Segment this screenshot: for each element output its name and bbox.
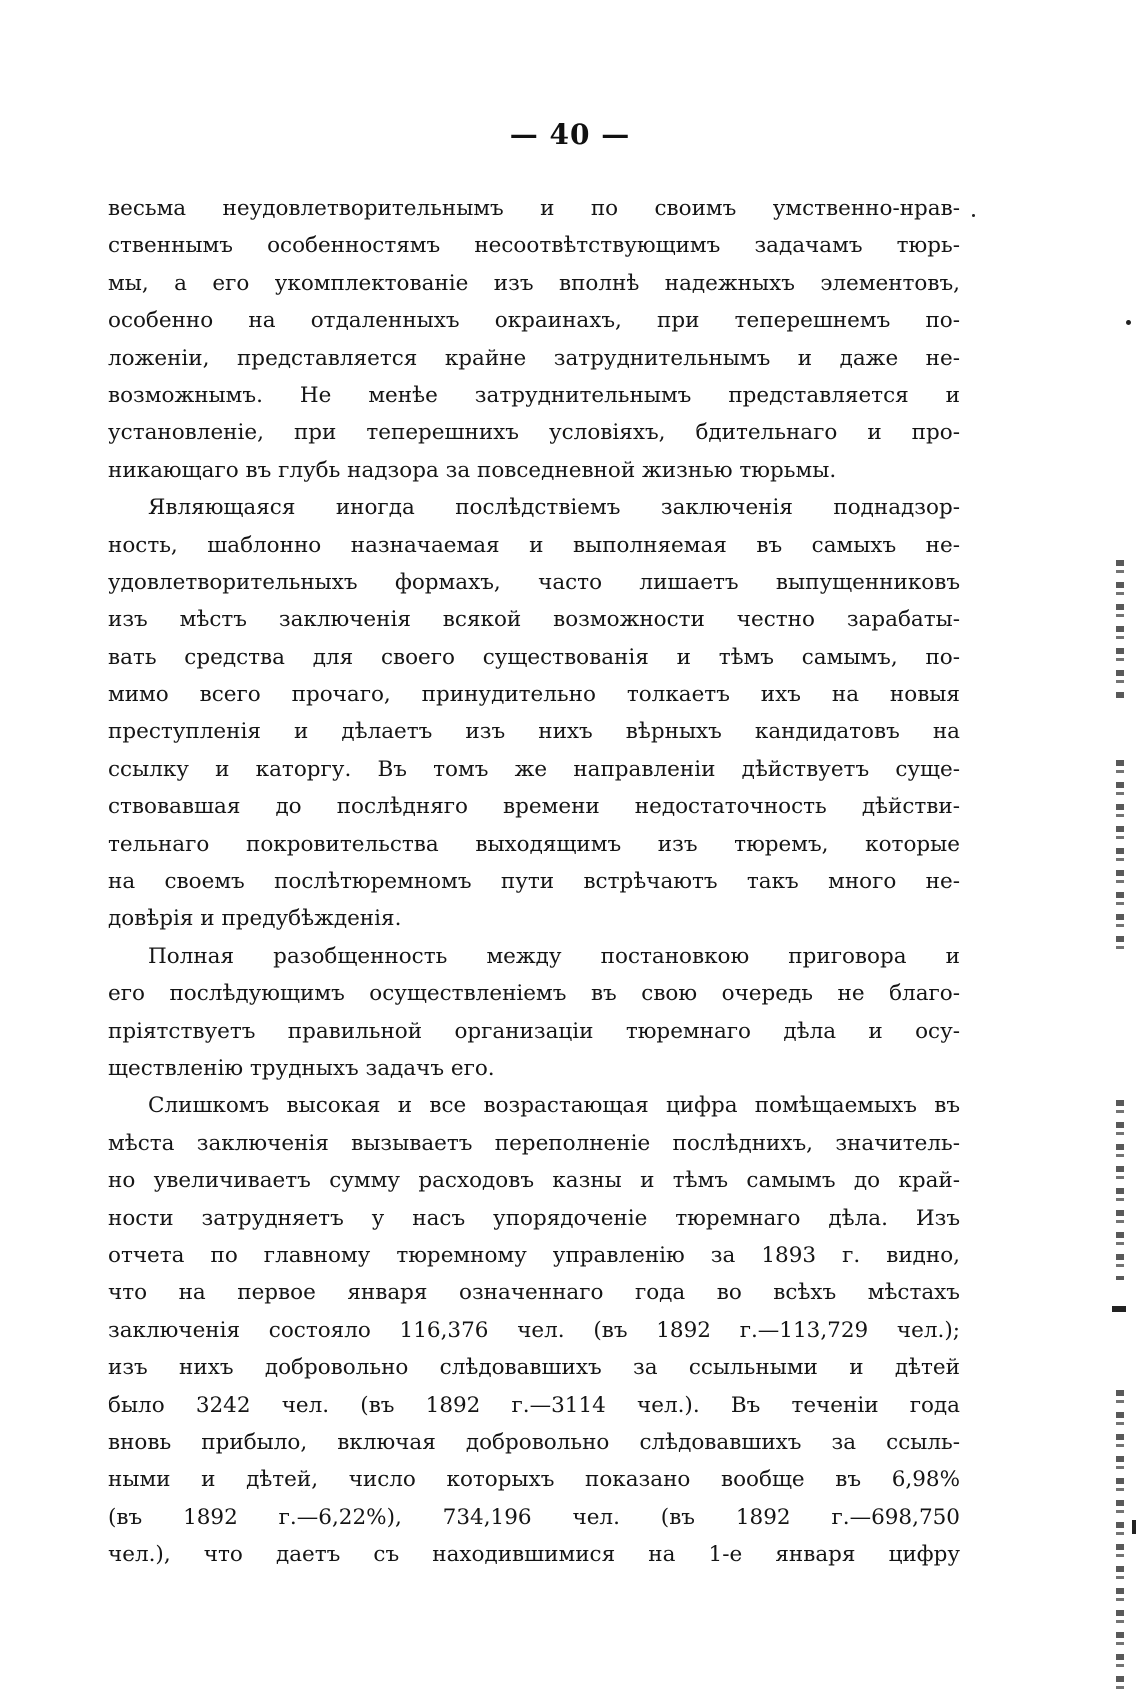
text-line: ложеніи, представляется крайне затруднительнымъ и даже не- [108, 345, 960, 371]
scan-gutter-artifact [1116, 1100, 1124, 1280]
page-number: — 40 — [509, 118, 631, 151]
text-line: ссылку и каторгу. Въ томъ же направленіи дѣйствуетъ суще- [108, 756, 960, 782]
body-text [108, 190, 960, 1573]
text-line: ными и дѣтей, число которыхъ показано вообще въ 6,98% [108, 1467, 960, 1493]
scan-gutter-artifact [1116, 560, 1124, 700]
scan-speck [1112, 1306, 1126, 1312]
text-line: преступленія и дѣлаетъ изъ нихъ вѣрныхъ кандидатовъ на [108, 719, 960, 745]
text-line: особенно на отдаленныхъ окраинахъ, при теперешнемъ по- [108, 308, 960, 334]
scan-gutter-artifact [1116, 760, 1124, 950]
text-line: тельнаго покровительства выходящимъ изъ тюремъ, которые [108, 831, 960, 857]
text-line: что на первое января означеннаго года во всѣхъ мѣстахъ [108, 1280, 960, 1306]
text-line: ность, шаблонно назначаемая и выполняемая въ самыхъ не- [108, 532, 960, 558]
text-line: пріятствуетъ правильной организаціи тюремнаго дѣла и осу- [108, 1018, 960, 1044]
text-line: ственнымъ особенностямъ несоотвѣтствующимъ задачамъ тюрь- [108, 233, 960, 259]
text-line: чел.), что даетъ съ находившимися на 1-е января цифру [108, 1542, 960, 1568]
text-line: весьма неудовлетворительнымъ и по своимъ умственно-нрав- [108, 196, 960, 221]
text-line: Полная разобщенность между постановкою приговора и [148, 943, 960, 969]
text-line: никающаго въ глубь надзора за повседневной жизнью тюрьмы. [108, 457, 837, 483]
text-line: изъ мѣстъ заключенія всякой возможности честно зарабаты- [108, 607, 960, 633]
scan-gutter-artifact [1116, 1390, 1124, 1690]
text-line: ствовавшая до послѣдняго времени недостаточность дѣйстви- [108, 794, 960, 820]
text-line: но увеличиваетъ сумму расходовъ казны и тѣмъ самымъ до край- [108, 1168, 960, 1194]
text-line: на своемъ послѣтюремномъ пути встрѣчаютъ такъ много не- [108, 869, 960, 895]
text-line: ности затрудняетъ у насъ упорядоченіе тюремнаго дѣла. Изъ [108, 1205, 960, 1231]
text-line: Являющаяся иногда послѣдствіемъ заключенія поднадзор- [148, 495, 960, 521]
text-line: изъ нихъ добровольно слѣдовавшихъ за ссыльными и дѣтей [108, 1355, 960, 1381]
text-line: мы, а его укомплектованіе изъ вполнѣ надежныхъ элементовъ, [108, 270, 960, 296]
text-line: вновь прибыло, включая добровольно слѣдовавшихъ за ссыль- [108, 1429, 960, 1455]
text-line: возможнымъ. Не менѣе затруднительнымъ представляется и [108, 382, 960, 408]
text-line: (въ 1892 г.—6,22%), 734,196 чел. (въ 1892 г.—698,750 [108, 1504, 960, 1530]
text-line: довѣрія и предубѣжденія. [108, 906, 402, 932]
scan-speck [1132, 1520, 1136, 1534]
text-line: Слишкомъ высокая и все возрастающая цифра помѣщаемыхъ въ [148, 1093, 960, 1119]
scan-speck [972, 214, 975, 217]
text-line: ществленію трудныхъ задачъ его. [108, 1055, 495, 1081]
text-line: мимо всего прочаго, принудительно толкаетъ ихъ на новыя [108, 682, 960, 708]
text-line: было 3242 чел. (въ 1892 г.—3114 чел.). Въ теченіи года [108, 1392, 960, 1418]
text-line: отчета по главному тюремному управленію за 1893 г. видно, [108, 1242, 960, 1268]
text-line: вать средства для своего существованія и тѣмъ самымъ, по- [108, 644, 960, 670]
text-line: удовлетворительныхъ формахъ, часто лишаетъ выпущенниковъ [108, 569, 960, 595]
text-line: мѣста заключенія вызываетъ переполненіе послѣднихъ, значитель- [108, 1130, 960, 1156]
text-line: установленіе, при теперешнихъ условіяхъ, бдительнаго и про- [108, 420, 960, 446]
text-line: его послѣдующимъ осуществленіемъ въ свою очередь не благо- [108, 981, 960, 1007]
scan-speck [1126, 320, 1131, 325]
text-line: заключенія состояло 116,376 чел. (въ 1892 г.—113,729 чел.); [108, 1317, 960, 1343]
